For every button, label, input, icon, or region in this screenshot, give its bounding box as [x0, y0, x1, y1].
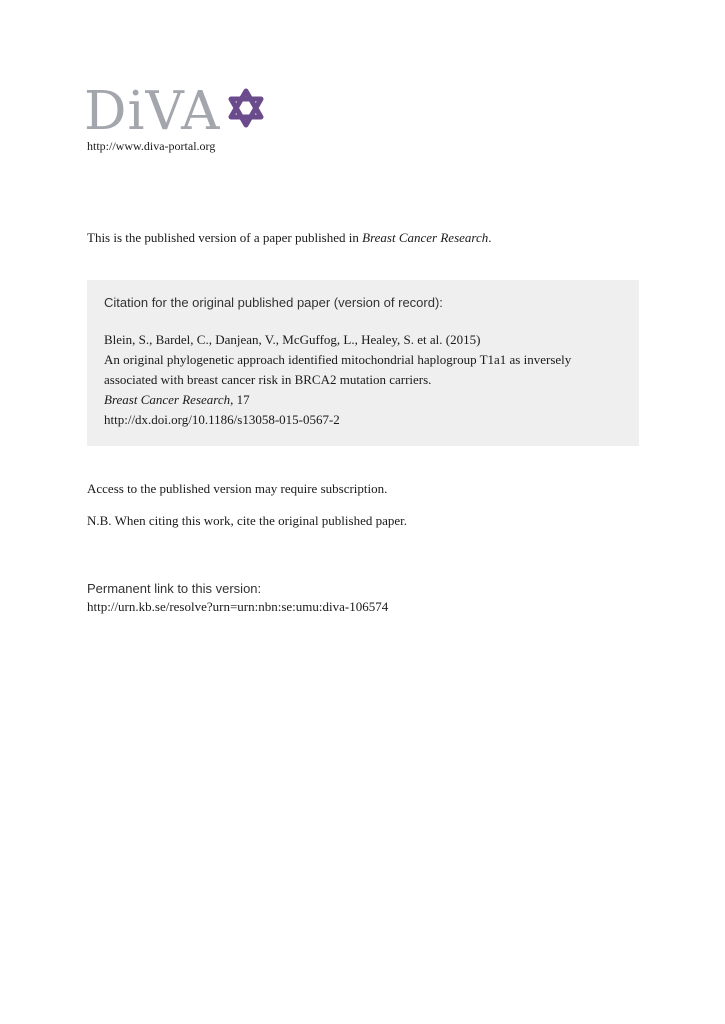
- citation-heading: Citation for the original published paper (version of record):: [104, 295, 443, 310]
- diva-logo: [84, 81, 268, 142]
- citation-authors: Blein, S., Bardel, C., Danjean, V., McGuffog, L., Healey, S. et al. (2015): [104, 332, 481, 347]
- permanent-link[interactable]: http://urn.kb.se/resolve?urn=urn:nbn:se:umu:diva-106574: [87, 599, 389, 614]
- citation-body: [104, 330, 624, 430]
- citation-title-line1: An original phylogenetic approach identified mitochondrial haplogroup T1a1 as inversely: [104, 352, 572, 367]
- citation-source: [104, 390, 624, 410]
- published-journal: Breast Cancer Research: [362, 230, 489, 245]
- citation-box: [87, 280, 639, 446]
- citation-doi[interactable]: http://dx.doi.org/10.1186/s13058-015-0567-2: [104, 412, 340, 427]
- citation-volume: , 17: [230, 392, 250, 407]
- citation-journal: Breast Cancer Research: [104, 392, 231, 407]
- permanent-link-label: Permanent link to this version:: [87, 581, 262, 596]
- access-note: Access to the published version may require subscription.: [87, 481, 388, 496]
- star-of-david-icon: [224, 86, 268, 130]
- nb-note: N.B. When citing this work, cite the original published paper.: [87, 513, 408, 528]
- logo-text: DiVA: [84, 81, 221, 142]
- published-suffix: .: [488, 230, 492, 245]
- site-url[interactable]: http://www.diva-portal.org: [87, 139, 216, 153]
- published-statement: [87, 230, 492, 246]
- published-prefix: This is the published version of a paper published in: [87, 230, 363, 245]
- citation-title-line2: associated with breast cancer risk in BRCA2 mutation carriers.: [104, 372, 432, 387]
